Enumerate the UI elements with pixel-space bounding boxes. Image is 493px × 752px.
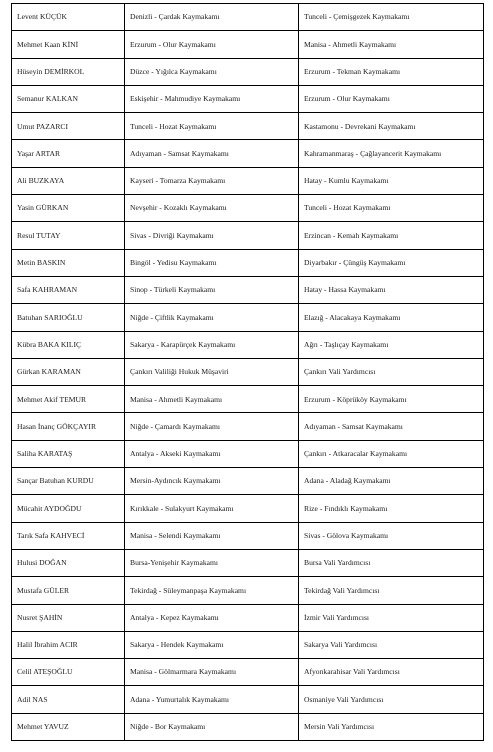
table-row [12, 58, 484, 85]
current-post-cell: Nevşehir - Kozaklı Kaymakamı [125, 195, 299, 222]
person-name-cell: Yaşar ARTAR [12, 140, 125, 167]
person-name-cell: Hasan İnanç GÖKÇAYIR [12, 413, 125, 440]
person-name-cell: Mücahit AYDOĞDU [12, 495, 125, 522]
new-post-cell: Mersin Vali Yardımcısı [299, 713, 484, 740]
current-post-cell: Adıyaman - Samsat Kaymakamı [125, 140, 299, 167]
table-row [12, 604, 484, 631]
current-post-cell: Kayseri - Tomarza Kaymakamı [125, 167, 299, 194]
person-name-cell: Kübra BAKA KILIÇ [12, 331, 125, 358]
person-name-cell: Resul TUTAY [12, 222, 125, 249]
new-post-cell: Erzurum - Köprüköy Kaymakamı [299, 386, 484, 413]
current-post-cell: Antalya - Kepez Kaymakamı [125, 604, 299, 631]
person-name-cell: Mehmet Akif TEMUR [12, 386, 125, 413]
person-name-cell: Yasin GÜRKAN [12, 195, 125, 222]
person-name-cell: Nusret ŞAHİN [12, 604, 125, 631]
table-row [12, 577, 484, 604]
person-name-cell: Semanur KALKAN [12, 85, 125, 112]
table-row [12, 113, 484, 140]
person-name-cell: Hüseyin DEMİRKOL [12, 58, 125, 85]
table-row [12, 276, 484, 303]
person-name-cell: Mehmet Kaan KİNİ [12, 31, 125, 58]
new-post-cell: İzmir Vali Yardımcısı [299, 604, 484, 631]
table-row [12, 85, 484, 112]
current-post-cell: Niğde - Çiftlik Kaymakamı [125, 304, 299, 331]
table-row [12, 549, 484, 576]
table-row [12, 140, 484, 167]
current-post-cell: Manisa - Selendi Kaymakamı [125, 522, 299, 549]
new-post-cell: Afyonkarahisar Vali Yardımcısı [299, 659, 484, 686]
current-post-cell: Erzurum - Olur Kaymakamı [125, 31, 299, 58]
current-post-cell: Tekirdağ - Süleymanpaşa Kaymakamı [125, 577, 299, 604]
table-row [12, 468, 484, 495]
table-row [12, 631, 484, 658]
new-post-cell: Erzurum - Tekman Kaymakamı [299, 58, 484, 85]
current-post-cell: Kırıkkale - Sulakyurt Kaymakamı [125, 495, 299, 522]
new-post-cell: Tunceli - Çemişgezek Kaymakamı [299, 4, 484, 31]
current-post-cell: Çankırı Valiliği Hukuk Müşaviri [125, 358, 299, 385]
person-name-cell: Metin BASKIN [12, 249, 125, 276]
new-post-cell: Hatay - Hassa Kaymakamı [299, 276, 484, 303]
new-post-cell: Kastamonu - Devrekani Kaymakamı [299, 113, 484, 140]
current-post-cell: Niğde - Bor Kaymakamı [125, 713, 299, 740]
appointments-table-body [12, 4, 484, 741]
table-row [12, 195, 484, 222]
new-post-cell: Bursa Vali Yardımcısı [299, 549, 484, 576]
new-post-cell: Sakarya Vali Yardımcısı [299, 631, 484, 658]
person-name-cell: Ali BUZKAYA [12, 167, 125, 194]
table-row [12, 31, 484, 58]
person-name-cell: Halil İbrahim ACIR [12, 631, 125, 658]
person-name-cell: Sançar Batuhan KURDU [12, 468, 125, 495]
person-name-cell: Umut PAZARCI [12, 113, 125, 140]
current-post-cell: Sakarya - Karapürçek Kaymakamı [125, 331, 299, 358]
table-row [12, 358, 484, 385]
current-post-cell: Tunceli - Hozat Kaymakamı [125, 113, 299, 140]
appointments-table [11, 3, 484, 741]
table-row [12, 413, 484, 440]
current-post-cell: Adana - Yumurtalık Kaymakamı [125, 686, 299, 713]
new-post-cell: Çankırı Vali Yardımcısı [299, 358, 484, 385]
person-name-cell: Tarık Safa KAHVECİ [12, 522, 125, 549]
new-post-cell: Erzurum - Olur Kaymakamı [299, 85, 484, 112]
current-post-cell: Sakarya - Hendek Kaymakamı [125, 631, 299, 658]
new-post-cell: Tunceli - Hozat Kaymakamı [299, 195, 484, 222]
current-post-cell: Eskişehir - Mahmudiye Kaymakamı [125, 85, 299, 112]
current-post-cell: Mersin-Aydıncık Kaymakamı [125, 468, 299, 495]
new-post-cell: Osmaniye Vali Yardımcısı [299, 686, 484, 713]
person-name-cell: Gürkan KARAMAN [12, 358, 125, 385]
current-post-cell: Denizli - Çardak Kaymakamı [125, 4, 299, 31]
person-name-cell: Saliha KARATAŞ [12, 440, 125, 467]
person-name-cell: Adil NAS [12, 686, 125, 713]
current-post-cell: Bursa-Yenişehir Kaymakamı [125, 549, 299, 576]
current-post-cell: Antalya - Akseki Kaymakamı [125, 440, 299, 467]
table-row [12, 440, 484, 467]
person-name-cell: Levent KÜÇÜK [12, 4, 125, 31]
table-row [12, 495, 484, 522]
new-post-cell: Çankırı - Atkaracalar Kaymakamı [299, 440, 484, 467]
current-post-cell: Manisa - Ahmetli Kaymakamı [125, 386, 299, 413]
person-name-cell: Mehmet YAVUZ [12, 713, 125, 740]
table-row [12, 304, 484, 331]
table-row [12, 686, 484, 713]
person-name-cell: Hulusi DOĞAN [12, 549, 125, 576]
new-post-cell: Hatay - Kumlu Kaymakamı [299, 167, 484, 194]
person-name-cell: Safa KAHRAMAN [12, 276, 125, 303]
current-post-cell: Sinop - Türkeli Kaymakamı [125, 276, 299, 303]
table-row [12, 222, 484, 249]
table-row [12, 713, 484, 740]
current-post-cell: Düzce - Yığılca Kaymakamı [125, 58, 299, 85]
new-post-cell: Kahramanmaraş - Çağlayancerit Kaymakamı [299, 140, 484, 167]
new-post-cell: Adana - Aladağ Kaymakamı [299, 468, 484, 495]
table-row [12, 331, 484, 358]
person-name-cell: Batuhan SARIOĞLU [12, 304, 125, 331]
table-row [12, 522, 484, 549]
table-row [12, 659, 484, 686]
table-row [12, 249, 484, 276]
new-post-cell: Sivas - Gölova Kaymakamı [299, 522, 484, 549]
new-post-cell: Ağrı - Taşlıçay Kaymakamı [299, 331, 484, 358]
new-post-cell: Manisa - Ahmetli Kaymakamı [299, 31, 484, 58]
table-row [12, 386, 484, 413]
current-post-cell: Bingöl - Yedisu Kaymakamı [125, 249, 299, 276]
new-post-cell: Diyarbakır - Çüngüş Kaymakamı [299, 249, 484, 276]
new-post-cell: Rize - Fındıklı Kaymakamı [299, 495, 484, 522]
table-row [12, 167, 484, 194]
current-post-cell: Sivas - Divriği Kaymakamı [125, 222, 299, 249]
new-post-cell: Adıyaman - Samsat Kaymakamı [299, 413, 484, 440]
person-name-cell: Mustafa GÜLER [12, 577, 125, 604]
new-post-cell: Tekirdağ Vali Yardımcısı [299, 577, 484, 604]
table-row [12, 4, 484, 31]
current-post-cell: Manisa - Gölmarmara Kaymakamı [125, 659, 299, 686]
new-post-cell: Erzincan - Kemah Kaymakamı [299, 222, 484, 249]
current-post-cell: Niğde - Çamardı Kaymakamı [125, 413, 299, 440]
person-name-cell: Celil ATEŞOĞLU [12, 659, 125, 686]
new-post-cell: Elazığ - Alacakaya Kaymakamı [299, 304, 484, 331]
